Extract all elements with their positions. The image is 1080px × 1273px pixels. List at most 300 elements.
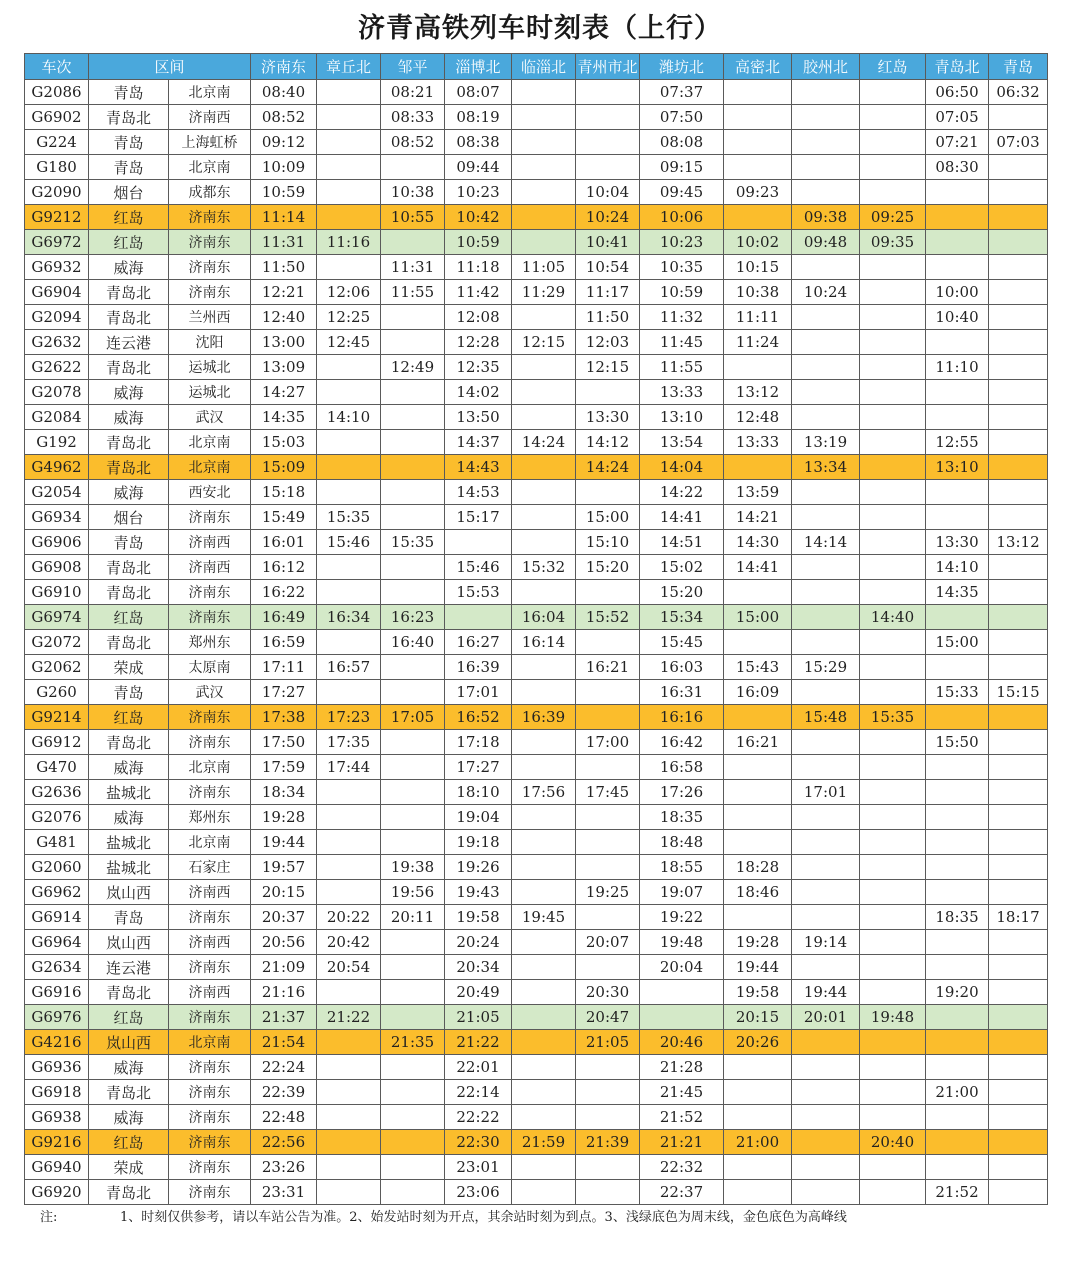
time-cell: 09:44 bbox=[445, 155, 512, 180]
time-cell bbox=[989, 505, 1048, 530]
table-row bbox=[25, 455, 1048, 480]
from-station-cell: 青岛北 bbox=[89, 730, 169, 755]
time-cell bbox=[317, 155, 381, 180]
from-station-cell: 威海 bbox=[89, 380, 169, 405]
table-row bbox=[25, 105, 1048, 130]
time-cell bbox=[512, 730, 576, 755]
time-cell: 16:39 bbox=[445, 655, 512, 680]
train-number-cell: G6976 bbox=[25, 1005, 89, 1030]
time-cell bbox=[989, 255, 1048, 280]
time-cell bbox=[512, 105, 576, 130]
time-cell bbox=[512, 1105, 576, 1130]
time-cell bbox=[792, 1030, 860, 1055]
to-station-cell: 北京南 bbox=[169, 830, 251, 855]
header-station: 章丘北 bbox=[317, 54, 381, 80]
time-cell: 21:35 bbox=[381, 1030, 445, 1055]
train-number-cell: G2086 bbox=[25, 80, 89, 105]
time-cell: 15:09 bbox=[251, 455, 317, 480]
time-cell: 16:09 bbox=[724, 680, 792, 705]
time-cell bbox=[989, 230, 1048, 255]
table-row bbox=[25, 305, 1048, 330]
time-cell bbox=[989, 605, 1048, 630]
time-cell: 20:30 bbox=[576, 980, 640, 1005]
time-cell: 06:32 bbox=[989, 80, 1048, 105]
time-cell: 20:34 bbox=[445, 955, 512, 980]
from-station-cell: 青岛北 bbox=[89, 305, 169, 330]
time-cell bbox=[381, 680, 445, 705]
to-station-cell: 济南东 bbox=[169, 905, 251, 930]
time-cell: 19:25 bbox=[576, 880, 640, 905]
time-cell: 15:50 bbox=[926, 730, 989, 755]
time-cell: 16:42 bbox=[640, 730, 724, 755]
train-number-cell: G6964 bbox=[25, 930, 89, 955]
time-cell bbox=[860, 880, 926, 905]
from-station-cell: 盐城北 bbox=[89, 780, 169, 805]
to-station-cell: 济南西 bbox=[169, 555, 251, 580]
table-row bbox=[25, 630, 1048, 655]
time-cell: 15:17 bbox=[445, 505, 512, 530]
time-cell: 19:14 bbox=[792, 930, 860, 955]
time-cell: 19:28 bbox=[251, 805, 317, 830]
header-station: 青岛 bbox=[989, 54, 1048, 80]
table-row bbox=[25, 280, 1048, 305]
time-cell: 15:02 bbox=[640, 555, 724, 580]
time-cell: 11:10 bbox=[926, 355, 989, 380]
time-cell: 12:35 bbox=[445, 355, 512, 380]
time-cell: 21:22 bbox=[317, 1005, 381, 1030]
to-station-cell: 北京南 bbox=[169, 155, 251, 180]
time-cell: 14:21 bbox=[724, 505, 792, 530]
to-station-cell: 济南东 bbox=[169, 780, 251, 805]
from-station-cell: 青岛 bbox=[89, 680, 169, 705]
time-cell bbox=[576, 130, 640, 155]
table-row bbox=[25, 505, 1048, 530]
from-station-cell: 连云港 bbox=[89, 955, 169, 980]
time-cell bbox=[989, 805, 1048, 830]
time-cell bbox=[512, 930, 576, 955]
time-cell: 15:10 bbox=[576, 530, 640, 555]
from-station-cell: 青岛 bbox=[89, 80, 169, 105]
time-cell bbox=[724, 755, 792, 780]
time-cell bbox=[860, 355, 926, 380]
time-cell: 23:26 bbox=[251, 1155, 317, 1180]
time-cell: 11:50 bbox=[251, 255, 317, 280]
time-cell: 10:24 bbox=[792, 280, 860, 305]
time-cell bbox=[381, 155, 445, 180]
time-cell bbox=[926, 880, 989, 905]
time-cell bbox=[512, 1030, 576, 1055]
time-cell bbox=[989, 930, 1048, 955]
train-number-cell: G2634 bbox=[25, 955, 89, 980]
from-station-cell: 岚山西 bbox=[89, 1030, 169, 1055]
time-cell: 16:01 bbox=[251, 530, 317, 555]
time-cell bbox=[317, 1080, 381, 1105]
train-number-cell: G2622 bbox=[25, 355, 89, 380]
time-cell: 17:45 bbox=[576, 780, 640, 805]
time-cell: 09:38 bbox=[792, 205, 860, 230]
to-station-cell: 运城北 bbox=[169, 355, 251, 380]
time-cell: 10:38 bbox=[381, 180, 445, 205]
time-cell: 20:11 bbox=[381, 905, 445, 930]
time-cell: 20:07 bbox=[576, 930, 640, 955]
time-cell bbox=[860, 680, 926, 705]
timetable-body bbox=[25, 80, 1048, 1205]
from-station-cell: 盐城北 bbox=[89, 830, 169, 855]
time-cell: 17:00 bbox=[576, 730, 640, 755]
time-cell bbox=[792, 1180, 860, 1205]
time-cell bbox=[512, 980, 576, 1005]
time-cell bbox=[792, 605, 860, 630]
time-cell: 19:58 bbox=[724, 980, 792, 1005]
time-cell: 10:59 bbox=[445, 230, 512, 255]
time-cell bbox=[512, 180, 576, 205]
time-cell bbox=[512, 580, 576, 605]
time-cell bbox=[640, 1005, 724, 1030]
time-cell: 22:22 bbox=[445, 1105, 512, 1130]
time-cell bbox=[381, 305, 445, 330]
time-cell: 11:17 bbox=[576, 280, 640, 305]
time-cell bbox=[381, 1080, 445, 1105]
table-row bbox=[25, 830, 1048, 855]
time-cell bbox=[381, 655, 445, 680]
time-cell bbox=[512, 830, 576, 855]
time-cell bbox=[926, 230, 989, 255]
train-number-cell: G2094 bbox=[25, 305, 89, 330]
time-cell bbox=[989, 155, 1048, 180]
train-number-cell: G6940 bbox=[25, 1155, 89, 1180]
time-cell: 20:26 bbox=[724, 1030, 792, 1055]
time-cell bbox=[989, 1180, 1048, 1205]
time-cell bbox=[724, 155, 792, 180]
time-cell: 19:44 bbox=[251, 830, 317, 855]
to-station-cell: 石家庄 bbox=[169, 855, 251, 880]
time-cell bbox=[317, 805, 381, 830]
time-cell bbox=[445, 530, 512, 555]
time-cell: 10:09 bbox=[251, 155, 317, 180]
time-cell: 10:06 bbox=[640, 205, 724, 230]
time-cell bbox=[792, 580, 860, 605]
time-cell bbox=[724, 630, 792, 655]
time-cell: 08:07 bbox=[445, 80, 512, 105]
to-station-cell: 济南东 bbox=[169, 1080, 251, 1105]
time-cell bbox=[381, 1105, 445, 1130]
header-station: 临淄北 bbox=[512, 54, 576, 80]
time-cell bbox=[989, 205, 1048, 230]
time-cell bbox=[989, 1130, 1048, 1155]
time-cell bbox=[989, 730, 1048, 755]
time-cell: 14:02 bbox=[445, 380, 512, 405]
time-cell bbox=[860, 80, 926, 105]
time-cell: 17:26 bbox=[640, 780, 724, 805]
time-cell: 21:16 bbox=[251, 980, 317, 1005]
time-cell bbox=[317, 1130, 381, 1155]
time-cell bbox=[512, 1080, 576, 1105]
time-cell: 12:55 bbox=[926, 430, 989, 455]
table-row bbox=[25, 730, 1048, 755]
table-row bbox=[25, 1105, 1048, 1130]
time-cell bbox=[512, 155, 576, 180]
time-cell bbox=[792, 755, 860, 780]
time-cell: 11:31 bbox=[251, 230, 317, 255]
time-cell: 08:30 bbox=[926, 155, 989, 180]
time-cell: 21:52 bbox=[640, 1105, 724, 1130]
time-cell: 08:19 bbox=[445, 105, 512, 130]
time-cell bbox=[860, 905, 926, 930]
train-number-cell: G2062 bbox=[25, 655, 89, 680]
time-cell: 20:56 bbox=[251, 930, 317, 955]
time-cell bbox=[926, 1030, 989, 1055]
time-cell bbox=[926, 705, 989, 730]
time-cell: 16:58 bbox=[640, 755, 724, 780]
from-station-cell: 威海 bbox=[89, 480, 169, 505]
time-cell: 13:50 bbox=[445, 405, 512, 430]
time-cell: 15:32 bbox=[512, 555, 576, 580]
time-cell bbox=[989, 830, 1048, 855]
train-number-cell: G9216 bbox=[25, 1130, 89, 1155]
time-cell bbox=[989, 430, 1048, 455]
time-cell bbox=[317, 830, 381, 855]
train-number-cell: G4962 bbox=[25, 455, 89, 480]
time-cell: 18:34 bbox=[251, 780, 317, 805]
time-cell: 18:10 bbox=[445, 780, 512, 805]
time-cell bbox=[792, 1155, 860, 1180]
time-cell: 16:21 bbox=[576, 655, 640, 680]
table-row bbox=[25, 405, 1048, 430]
time-cell bbox=[989, 1055, 1048, 1080]
time-cell bbox=[792, 155, 860, 180]
time-cell bbox=[576, 105, 640, 130]
time-cell bbox=[926, 855, 989, 880]
time-cell bbox=[926, 1005, 989, 1030]
time-cell bbox=[860, 730, 926, 755]
time-cell: 14:12 bbox=[576, 430, 640, 455]
time-cell bbox=[989, 955, 1048, 980]
time-cell: 20:42 bbox=[317, 930, 381, 955]
header-station: 淄博北 bbox=[445, 54, 512, 80]
from-station-cell: 威海 bbox=[89, 255, 169, 280]
time-cell bbox=[317, 430, 381, 455]
time-cell bbox=[926, 480, 989, 505]
time-cell bbox=[926, 1155, 989, 1180]
time-cell bbox=[381, 1155, 445, 1180]
time-cell bbox=[317, 130, 381, 155]
time-cell: 09:25 bbox=[860, 205, 926, 230]
train-number-cell: G6916 bbox=[25, 980, 89, 1005]
time-cell: 15:35 bbox=[317, 505, 381, 530]
time-cell: 10:59 bbox=[251, 180, 317, 205]
time-cell bbox=[792, 830, 860, 855]
time-cell: 07:21 bbox=[926, 130, 989, 155]
train-number-cell: G4216 bbox=[25, 1030, 89, 1055]
time-cell: 19:57 bbox=[251, 855, 317, 880]
time-cell: 07:50 bbox=[640, 105, 724, 130]
time-cell bbox=[926, 655, 989, 680]
train-number-cell: G6914 bbox=[25, 905, 89, 930]
time-cell bbox=[317, 480, 381, 505]
train-number-cell: G6934 bbox=[25, 505, 89, 530]
time-cell: 16:16 bbox=[640, 705, 724, 730]
time-cell bbox=[792, 1055, 860, 1080]
table-row bbox=[25, 180, 1048, 205]
from-station-cell: 青岛北 bbox=[89, 555, 169, 580]
time-cell bbox=[317, 555, 381, 580]
time-cell: 10:59 bbox=[640, 280, 724, 305]
time-cell: 12:25 bbox=[317, 305, 381, 330]
from-station-cell: 青岛 bbox=[89, 130, 169, 155]
from-station-cell: 威海 bbox=[89, 1105, 169, 1130]
to-station-cell: 北京南 bbox=[169, 755, 251, 780]
time-cell: 15:46 bbox=[445, 555, 512, 580]
time-cell bbox=[926, 955, 989, 980]
to-station-cell: 济南西 bbox=[169, 980, 251, 1005]
time-cell bbox=[792, 180, 860, 205]
time-cell: 17:27 bbox=[445, 755, 512, 780]
table-row bbox=[25, 905, 1048, 930]
time-cell bbox=[576, 1155, 640, 1180]
time-cell bbox=[989, 1005, 1048, 1030]
train-number-cell: G2090 bbox=[25, 180, 89, 205]
time-cell bbox=[512, 880, 576, 905]
to-station-cell: 成都东 bbox=[169, 180, 251, 205]
time-cell: 20:54 bbox=[317, 955, 381, 980]
time-cell bbox=[317, 380, 381, 405]
time-cell: 08:33 bbox=[381, 105, 445, 130]
train-number-cell: G2060 bbox=[25, 855, 89, 880]
time-cell bbox=[512, 305, 576, 330]
time-cell: 10:42 bbox=[445, 205, 512, 230]
to-station-cell: 济南东 bbox=[169, 955, 251, 980]
time-cell bbox=[860, 155, 926, 180]
to-station-cell: 太原南 bbox=[169, 655, 251, 680]
time-cell bbox=[381, 405, 445, 430]
time-cell: 14:10 bbox=[926, 555, 989, 580]
from-station-cell: 青岛北 bbox=[89, 580, 169, 605]
time-cell bbox=[989, 1155, 1048, 1180]
train-number-cell: G2054 bbox=[25, 480, 89, 505]
time-cell bbox=[724, 1180, 792, 1205]
train-number-cell: G6972 bbox=[25, 230, 89, 255]
to-station-cell: 济南西 bbox=[169, 930, 251, 955]
time-cell bbox=[724, 1105, 792, 1130]
table-row bbox=[25, 230, 1048, 255]
time-cell bbox=[989, 980, 1048, 1005]
time-cell bbox=[317, 1105, 381, 1130]
time-cell: 20:15 bbox=[724, 1005, 792, 1030]
time-cell: 23:06 bbox=[445, 1180, 512, 1205]
time-cell: 19:38 bbox=[381, 855, 445, 880]
time-cell bbox=[724, 705, 792, 730]
from-station-cell: 青岛 bbox=[89, 155, 169, 180]
to-station-cell: 济南东 bbox=[169, 1130, 251, 1155]
time-cell: 10:38 bbox=[724, 280, 792, 305]
from-station-cell: 红岛 bbox=[89, 205, 169, 230]
time-cell bbox=[512, 80, 576, 105]
time-cell: 14:24 bbox=[512, 430, 576, 455]
time-cell bbox=[381, 430, 445, 455]
time-cell: 22:14 bbox=[445, 1080, 512, 1105]
table-row bbox=[25, 255, 1048, 280]
time-cell: 14:30 bbox=[724, 530, 792, 555]
time-cell bbox=[792, 505, 860, 530]
time-cell bbox=[724, 205, 792, 230]
time-cell: 22:32 bbox=[640, 1155, 724, 1180]
time-cell: 21:22 bbox=[445, 1030, 512, 1055]
time-cell: 17:59 bbox=[251, 755, 317, 780]
to-station-cell: 北京南 bbox=[169, 1030, 251, 1055]
time-cell: 17:18 bbox=[445, 730, 512, 755]
time-cell bbox=[926, 1055, 989, 1080]
time-cell bbox=[512, 1005, 576, 1030]
time-cell: 15:03 bbox=[251, 430, 317, 455]
time-cell bbox=[512, 655, 576, 680]
time-cell bbox=[512, 405, 576, 430]
time-cell bbox=[860, 505, 926, 530]
train-number-cell: G6908 bbox=[25, 555, 89, 580]
time-cell bbox=[792, 355, 860, 380]
time-cell bbox=[512, 1055, 576, 1080]
time-cell: 14:24 bbox=[576, 455, 640, 480]
time-cell: 22:37 bbox=[640, 1180, 724, 1205]
time-cell bbox=[381, 830, 445, 855]
time-cell bbox=[792, 130, 860, 155]
to-station-cell: 运城北 bbox=[169, 380, 251, 405]
time-cell bbox=[317, 1055, 381, 1080]
time-cell bbox=[576, 1080, 640, 1105]
time-cell: 19:04 bbox=[445, 805, 512, 830]
time-cell bbox=[860, 855, 926, 880]
table-header-row bbox=[25, 54, 1048, 80]
train-number-cell: G9212 bbox=[25, 205, 89, 230]
time-cell bbox=[317, 255, 381, 280]
time-cell bbox=[792, 905, 860, 930]
time-cell: 19:18 bbox=[445, 830, 512, 855]
train-number-cell: G260 bbox=[25, 680, 89, 705]
time-cell: 16:49 bbox=[251, 605, 317, 630]
time-cell: 16:57 bbox=[317, 655, 381, 680]
time-cell: 13:10 bbox=[640, 405, 724, 430]
table-row bbox=[25, 1005, 1048, 1030]
time-cell bbox=[989, 305, 1048, 330]
time-cell: 11:24 bbox=[724, 330, 792, 355]
time-cell bbox=[381, 730, 445, 755]
train-number-cell: G6918 bbox=[25, 1080, 89, 1105]
train-number-cell: G470 bbox=[25, 755, 89, 780]
time-cell bbox=[989, 405, 1048, 430]
to-station-cell: 上海虹桥 bbox=[169, 130, 251, 155]
to-station-cell: 济南西 bbox=[169, 880, 251, 905]
to-station-cell: 兰州西 bbox=[169, 305, 251, 330]
time-cell: 10:24 bbox=[576, 205, 640, 230]
time-cell: 12:03 bbox=[576, 330, 640, 355]
time-cell: 08:40 bbox=[251, 80, 317, 105]
time-cell: 15:34 bbox=[640, 605, 724, 630]
time-cell: 11:50 bbox=[576, 305, 640, 330]
from-station-cell: 青岛北 bbox=[89, 430, 169, 455]
from-station-cell: 红岛 bbox=[89, 1005, 169, 1030]
time-cell bbox=[792, 555, 860, 580]
time-cell: 15:49 bbox=[251, 505, 317, 530]
table-row bbox=[25, 480, 1048, 505]
time-cell: 16:40 bbox=[381, 630, 445, 655]
header-station: 胶州北 bbox=[792, 54, 860, 80]
time-cell: 12:08 bbox=[445, 305, 512, 330]
time-cell: 14:14 bbox=[792, 530, 860, 555]
time-cell: 16:04 bbox=[512, 605, 576, 630]
header-station: 青岛北 bbox=[926, 54, 989, 80]
time-cell bbox=[381, 955, 445, 980]
time-cell: 10:04 bbox=[576, 180, 640, 205]
table-row bbox=[25, 805, 1048, 830]
